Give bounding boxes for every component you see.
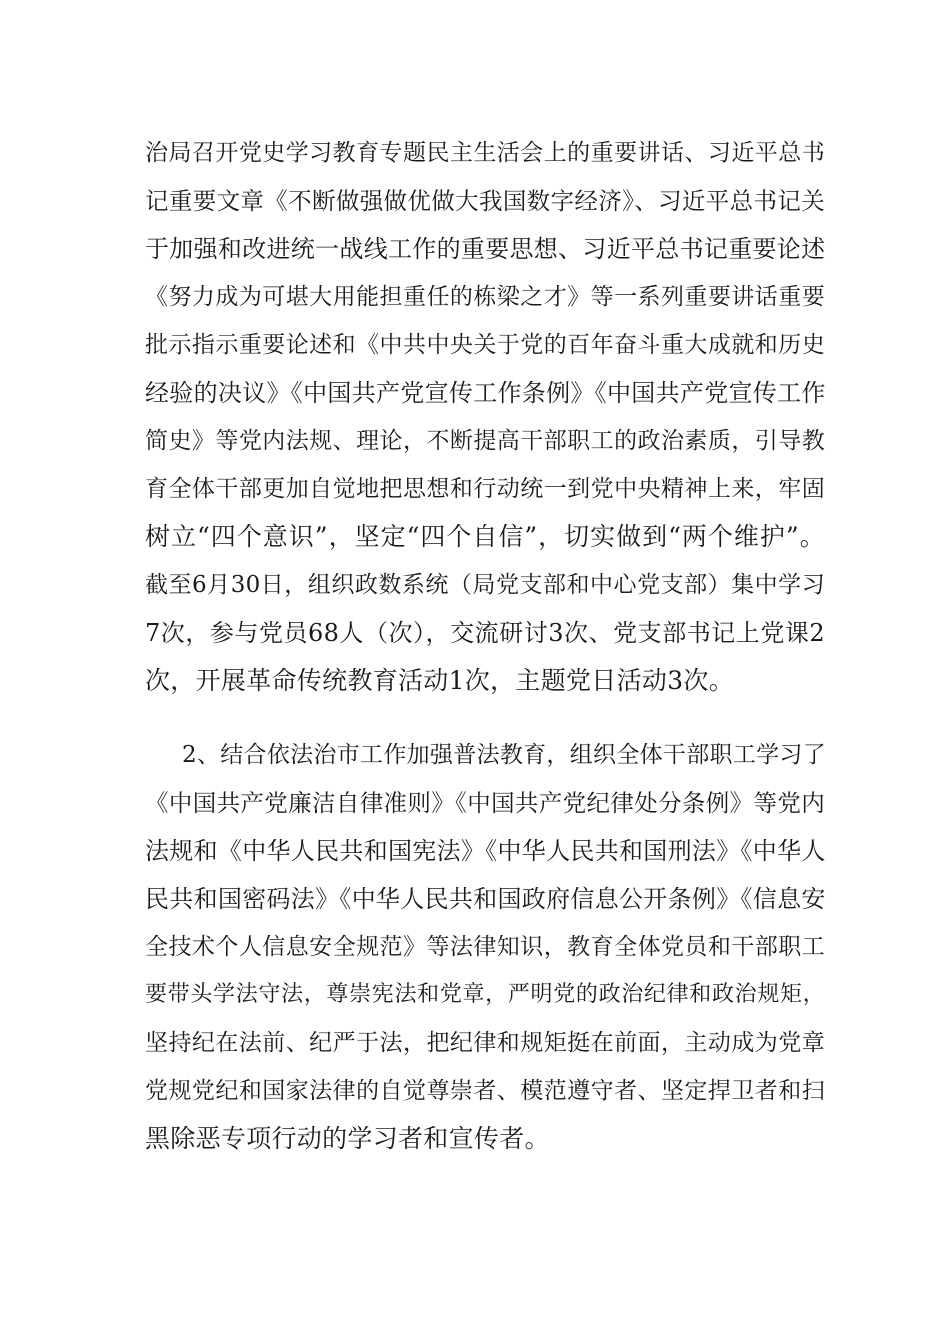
paragraph-1-line-9: 树立“四个意识”，坚定“四个自信”，切实做到“两个维护”。 xyxy=(145,522,825,551)
paragraph-1-line-6: 经验的决议》《中国共产党宣传工作条例》《中国共产党宣传工作 xyxy=(145,379,826,407)
paragraph-1-line-5: 批示指示重要论述和《中共中央关于党的百年奋斗重大成就和历史 xyxy=(145,332,825,358)
paragraph-2-line-3: 法规和《中华人民共和国宪法》《中华人民共和国刑法》《中华人 xyxy=(145,837,826,865)
paragraph-1-line-3: 于加强和改进统一战线工作的重要思想、习近平总书记重要论述 xyxy=(145,235,826,263)
paragraph-2-line-8: 党规党纪和国家法律的自觉尊崇者、模范遵守者、坚定捍卫者和扫 xyxy=(145,1078,825,1104)
paragraph-2-line-7: 坚持纪在法前、纪严于法，把纪律和规矩挺在前面，主动成为党章 xyxy=(145,1030,825,1056)
paragraph-1-line-4: 《努力成为可堪大用能担重任的栋梁之才》等一系列重要讲话重要 xyxy=(145,284,825,310)
paragraph-1-line-8: 育全体干部更加自觉地把思想和行动统一到党中央精神上来，牢固 xyxy=(145,476,825,502)
paragraph-2-line-4: 民共和国密码法》《中华人民共和国政府信息公开条例》《信息安 xyxy=(145,885,826,913)
paragraph-2-line-6: 要带头学法守法，尊崇宪法和党章，严明党的政治纪律和政治规矩， xyxy=(145,982,825,1007)
paragraph-1-line-12: 次，开展革命传统教育活动1次，主题党日活动3次。 xyxy=(145,666,735,695)
paragraph-1-line-10: 截至6月30日，组织政数系统（局党支部和中心党支部）集中学习 xyxy=(145,572,825,598)
paragraph-1-line-7: 简史》等党内法规、理论，不断提高干部职工的政治素质，引导教 xyxy=(145,428,825,454)
paragraph-2-line-5: 全技术个人信息安全规范》等法律知识，教育全体党员和干部职工 xyxy=(145,934,825,960)
paragraph-2-line-9: 黑除恶专项行动的学习者和宣传者。 xyxy=(145,1124,550,1153)
paragraph-2-line-1: 2、结合依法治市工作加强普法教育，组织全体干部职工学习了 xyxy=(182,742,827,768)
paragraph-2-line-2: 《中国共产党廉洁自律准则》《中国共产党纪律处分条例》等党内 xyxy=(145,789,825,817)
paragraph-1-line-1: 治局召开党史学习教育专题民主生活会上的重要讲话、习近平总书 xyxy=(145,140,825,166)
paragraph-1-line-11: 7次，参与党员68人（次），交流研讨3次、党支部书记上党课2 xyxy=(145,619,825,647)
paragraph-1-line-2: 记重要文章《不断做强做优做大我国数字经济》、习近平总书记关 xyxy=(145,187,825,215)
